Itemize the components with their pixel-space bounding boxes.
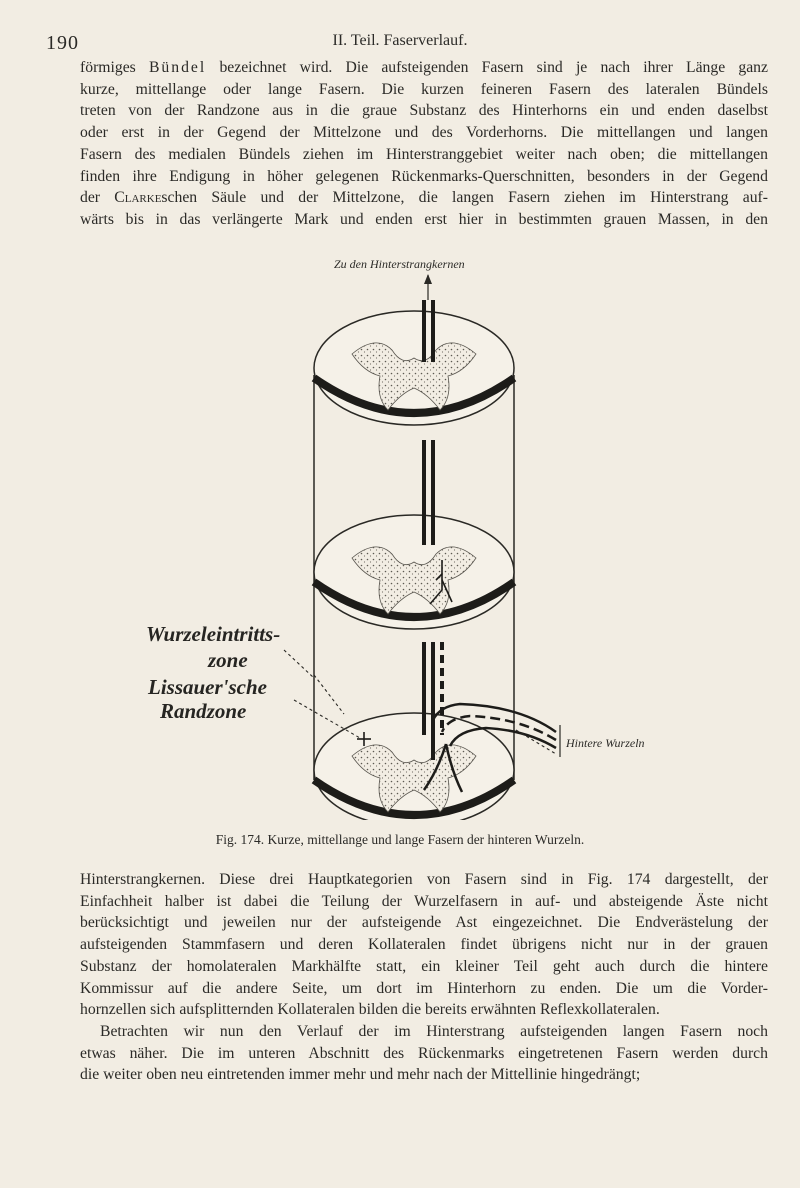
middle-cross-section (314, 515, 514, 629)
figure-label-wurzeleintrittszone: Wurzeleintritts- (146, 622, 281, 646)
text-line: aufsteigenden Stammfasern und deren Kollateralen findet übrigens nicht nur in der grauen (80, 936, 768, 954)
smallcaps-name: Clarke (114, 189, 162, 207)
bottom-paragraph (80, 869, 768, 1086)
text-line: Hinterstrangkernen. Diese drei Hauptkategorien von Fasern sind in Fig. 174 dargestellt, der (80, 871, 768, 888)
text-line: der Clarkeschen Säule und der Mittelzone, die langen Fasern ziehen im Hinterstrang auf- (80, 189, 769, 207)
text-line: finden ihre Endigung in höher gelegenen Rückenmarks-Querschnitten, besonders in der Gegend (80, 167, 768, 185)
text-line: Betrachten wir nun den Verlauf der im Hinterstrang aufsteigenden langen Fasern noch (100, 1022, 768, 1040)
figure-label-hinterstrangkernen: Zu den Hinterstrangkernen (334, 257, 465, 271)
top-paragraph (80, 57, 768, 231)
text-line: treten von der Randzone aus in die graue Substanz des Hinterhorns ein und enden daselbst (80, 102, 768, 120)
text-line: berücksichtigt und jeweilen nur der aufsteigende Ast eingezeichnet. Die Endverästelung der (80, 914, 768, 932)
figure-label-hintere-wurzeln: Hintere Wurzeln (566, 736, 645, 750)
text-line: Fasern des medialen Bündels ziehen im Hinterstranggebiet weiter nach oben; die mittellangen (80, 145, 768, 163)
figure-label-lissauer: Lissauer'sche (148, 675, 268, 699)
spinal-cord-figure (0, 250, 800, 820)
text-line: förmiges Bündel bezeichnet wird. Die aufsteigenden Fasern sind je nach ihrer Länge ganz (80, 59, 768, 76)
text-line: Substanz der homolateralen Markhälfte statt, ein kleiner Teil geht auch durch die hintere (80, 957, 768, 975)
figure-caption: Fig. 174. Kurze, mittellange und lange Fasern der hinteren Wurzeln. (215, 832, 585, 847)
text-line: wärts bis in das verlängerte Mark und enden erst hier in bestimmten grauen Massen, in den (80, 210, 768, 228)
text-line: hornzellen sich aufsplitternden Kollateralen bilden die bereits erwähnten Reflexkollateralen. (80, 1001, 660, 1019)
text-line: etwas näher. Die im unteren Abschnitt des Rückenmarks eingetretenen Fasern werden durch (80, 1044, 768, 1062)
text-line: Einfachheit halber ist dabei die Teilung der Wurzelfasern in auf- und absteigende Äste nicht (80, 892, 768, 910)
text-line: die weiter oben neu eintretenden immer mehr und mehr nach der Mittellinie hingedrängt; (80, 1066, 641, 1084)
text-line: oder erst in der Gegend der Mittelzone und des Vorderhorns. Die mittellangen und langen (80, 124, 768, 142)
page-number: 190 (46, 32, 79, 54)
figure-label-randzone: Randzone (160, 699, 247, 723)
arrow-head (424, 274, 432, 284)
text-line: kurze, mittellange oder lange Fasern. Die kurzen feineren Fasern des lateralen Bündels (80, 80, 768, 98)
top-cross-section (314, 311, 514, 425)
figure-label-wurzeleintrittszone-2: zone (208, 648, 248, 672)
spaced-term: Bündel (148, 59, 207, 76)
text-line: Kommissur auf die andere Seite, um dort im Hinterhorn zu enden. Die um die Vorder- (80, 979, 768, 997)
running-head: II. Teil. Faserverlauf. (332, 32, 468, 49)
